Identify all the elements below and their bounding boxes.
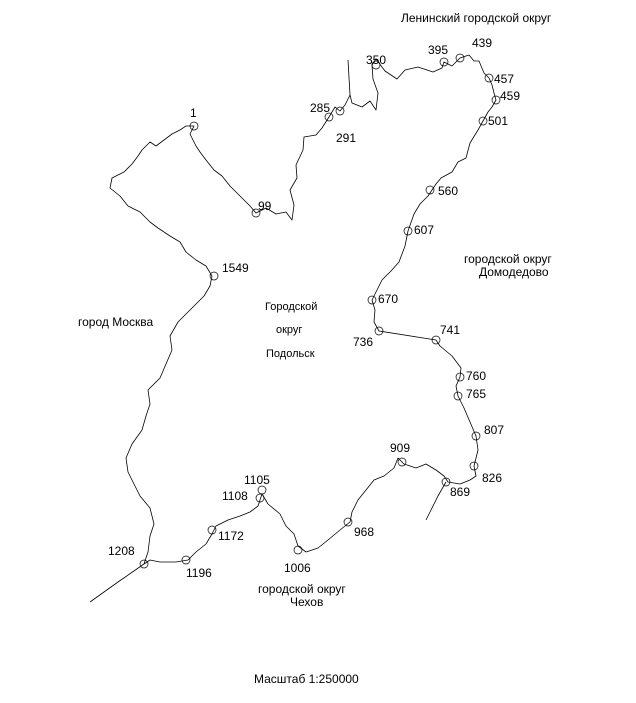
point-marker-968 bbox=[344, 518, 352, 526]
point-label-607: 607 bbox=[414, 223, 435, 237]
point-label-439: 439 bbox=[472, 36, 493, 50]
point-label-350: 350 bbox=[366, 53, 387, 67]
point-label-501: 501 bbox=[488, 114, 509, 128]
point-markers bbox=[140, 54, 503, 568]
point-marker-1549 bbox=[210, 272, 218, 280]
point-marker-1006 bbox=[294, 546, 302, 554]
point-label-741: 741 bbox=[440, 323, 461, 337]
moscow-region-label: город Москва bbox=[78, 315, 154, 329]
point-label-760: 760 bbox=[466, 369, 487, 383]
point-label-1006: 1006 bbox=[284, 561, 311, 575]
scale-label: Масштаб 1:250000 bbox=[254, 672, 359, 686]
domodedovo-region-label-line1: городской округ bbox=[464, 252, 552, 266]
point-label-1196: 1196 bbox=[186, 566, 212, 580]
boundary-extension-southeast bbox=[426, 482, 446, 520]
point-label-99: 99 bbox=[258, 199, 272, 213]
point-marker-1105 bbox=[258, 486, 266, 494]
leninsky-region-label: Ленинский городской округ bbox=[401, 11, 552, 25]
domodedovo-region-label-line2: Домодедово bbox=[479, 265, 549, 279]
point-label-1105: 1105 bbox=[244, 473, 270, 487]
boundary-extension-north bbox=[348, 60, 350, 95]
point-label-1108: 1108 bbox=[222, 489, 248, 503]
point-label-968: 968 bbox=[354, 525, 375, 539]
center-label-line1: Городской bbox=[265, 301, 318, 313]
chekhov-region-label-line2: Чехов bbox=[290, 595, 324, 609]
point-label-670: 670 bbox=[378, 292, 399, 306]
point-label-736: 736 bbox=[353, 335, 374, 349]
point-label-1549: 1549 bbox=[222, 261, 249, 275]
point-label-395: 395 bbox=[428, 43, 449, 57]
point-label-1208: 1208 bbox=[108, 544, 135, 558]
point-label-1172: 1172 bbox=[218, 529, 244, 543]
chekhov-region-label-line1: городской округ bbox=[258, 582, 346, 596]
center-label-line3: Подольск bbox=[266, 348, 315, 360]
point-label-285: 285 bbox=[310, 101, 331, 115]
point-label-291: 291 bbox=[336, 131, 357, 145]
point-label-1: 1 bbox=[190, 106, 197, 120]
point-label-826: 826 bbox=[482, 471, 503, 485]
center-label-line2: округ bbox=[276, 324, 303, 336]
point-label-807: 807 bbox=[484, 423, 505, 437]
boundary-extension-west bbox=[90, 564, 144, 602]
point-label-459: 459 bbox=[500, 89, 521, 103]
point-label-765: 765 bbox=[466, 387, 487, 401]
point-label-457: 457 bbox=[494, 72, 515, 86]
point-label-909: 909 bbox=[390, 441, 411, 455]
point-label-560: 560 bbox=[438, 184, 459, 198]
point-marker-1172 bbox=[208, 526, 216, 534]
point-label-869: 869 bbox=[450, 485, 471, 499]
